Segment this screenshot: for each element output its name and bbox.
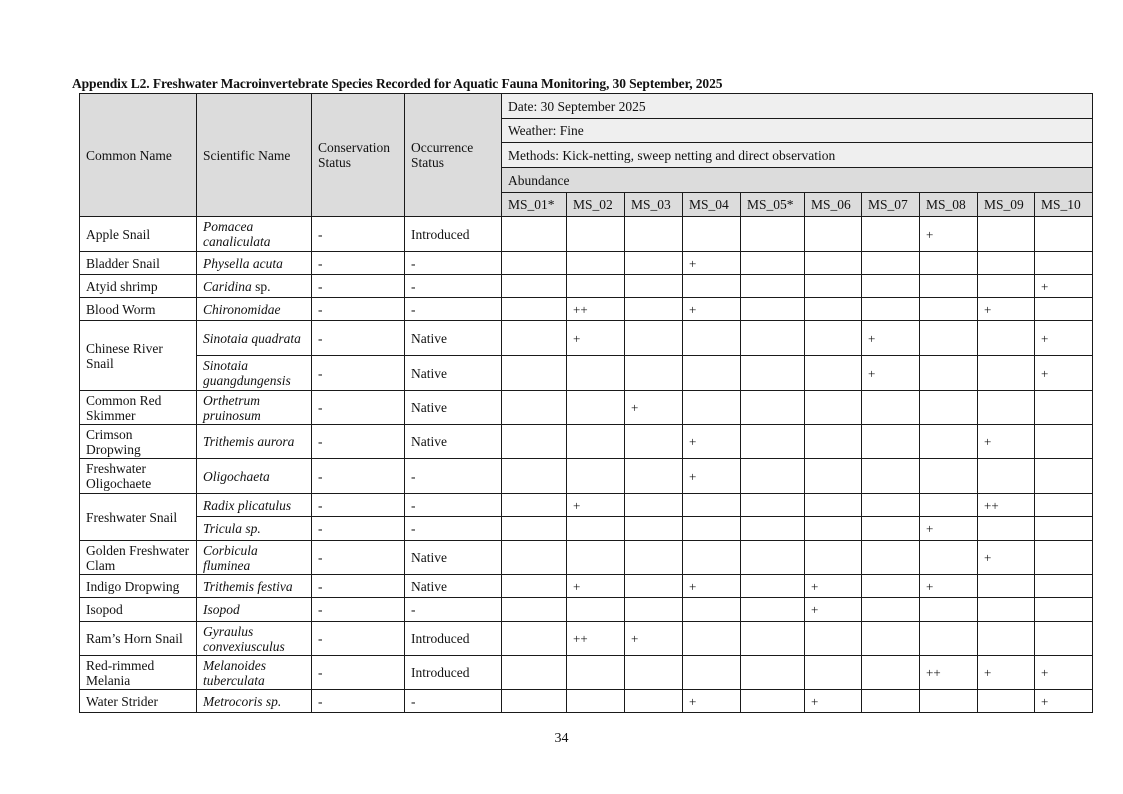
cell-conservation-status: - bbox=[312, 598, 405, 622]
cell-abundance bbox=[502, 356, 567, 391]
scientific-name-text: Pomacea canaliculata bbox=[203, 219, 271, 249]
cell-abundance bbox=[862, 298, 920, 321]
cell-conservation-status: - bbox=[312, 356, 405, 391]
cell-abundance bbox=[683, 656, 741, 690]
cell-abundance bbox=[1035, 541, 1093, 575]
table-row bbox=[80, 575, 1093, 598]
cell-abundance: ++ bbox=[920, 656, 978, 690]
cell-abundance: + bbox=[1035, 690, 1093, 713]
cell-abundance bbox=[625, 425, 683, 459]
cell-scientific-name bbox=[197, 541, 312, 575]
cell-abundance bbox=[741, 598, 805, 622]
cell-abundance bbox=[741, 541, 805, 575]
cell-abundance bbox=[683, 541, 741, 575]
cell-abundance bbox=[862, 541, 920, 575]
header-date: Date: 30 September 2025 bbox=[502, 94, 1093, 119]
table-row bbox=[80, 391, 1093, 425]
cell-occurrence-status: - bbox=[405, 298, 502, 321]
cell-scientific-name bbox=[197, 425, 312, 459]
scientific-name-text: Sinotaia guangdungensis bbox=[203, 358, 291, 388]
cell-abundance bbox=[683, 598, 741, 622]
table-row bbox=[80, 321, 1093, 356]
cell-occurrence-status: - bbox=[405, 252, 502, 275]
table-row bbox=[80, 517, 1093, 541]
cell-scientific-name bbox=[197, 494, 312, 517]
cell-abundance: + bbox=[625, 622, 683, 656]
cell-common-name: Freshwater Snail bbox=[80, 494, 197, 541]
cell-common-name: Golden Freshwater Clam bbox=[80, 541, 197, 575]
cell-abundance bbox=[625, 356, 683, 391]
scientific-name-text: Caridina bbox=[203, 278, 252, 294]
table-caption: Appendix L2. Freshwater Macroinvertebrate Species Recorded for Aquatic Fauna Monitoring, 30 September, 2025 bbox=[72, 76, 723, 91]
table-row bbox=[80, 494, 1093, 517]
table-row bbox=[80, 217, 1093, 252]
header-common-name: Common Name bbox=[80, 94, 197, 217]
cell-abundance bbox=[920, 356, 978, 391]
cell-abundance bbox=[741, 459, 805, 494]
cell-occurrence-status: Introduced bbox=[405, 217, 502, 252]
cell-occurrence-status: Native bbox=[405, 541, 502, 575]
cell-abundance bbox=[805, 321, 862, 356]
cell-abundance bbox=[502, 321, 567, 356]
cell-abundance bbox=[978, 575, 1035, 598]
cell-common-name: Red-rimmed Melania bbox=[80, 656, 197, 690]
cell-abundance bbox=[741, 690, 805, 713]
cell-conservation-status: - bbox=[312, 217, 405, 252]
cell-conservation-status: - bbox=[312, 275, 405, 298]
cell-abundance bbox=[625, 321, 683, 356]
cell-abundance bbox=[741, 321, 805, 356]
cell-occurrence-status: - bbox=[405, 275, 502, 298]
cell-abundance bbox=[567, 252, 625, 275]
cell-abundance bbox=[625, 217, 683, 252]
table-row bbox=[80, 656, 1093, 690]
cell-abundance: + bbox=[978, 541, 1035, 575]
cell-abundance bbox=[978, 321, 1035, 356]
cell-abundance bbox=[567, 598, 625, 622]
scientific-name-text: Corbicula fluminea bbox=[203, 542, 258, 573]
cell-scientific-name bbox=[197, 252, 312, 275]
cell-conservation-status: - bbox=[312, 541, 405, 575]
header-site: MS_02 bbox=[567, 193, 625, 217]
header-occurrence-status: Occurrence Status bbox=[405, 94, 502, 217]
scientific-name-suffix: sp. bbox=[251, 278, 271, 294]
cell-abundance: + bbox=[683, 459, 741, 494]
cell-abundance: + bbox=[920, 517, 978, 541]
cell-abundance bbox=[502, 622, 567, 656]
cell-abundance bbox=[920, 298, 978, 321]
cell-abundance bbox=[920, 598, 978, 622]
cell-abundance bbox=[502, 459, 567, 494]
cell-scientific-name bbox=[197, 622, 312, 656]
cell-abundance bbox=[805, 356, 862, 391]
header-methods: Methods: Kick-netting, sweep netting and direct observation bbox=[502, 143, 1093, 168]
cell-abundance bbox=[1035, 298, 1093, 321]
cell-abundance bbox=[1035, 459, 1093, 494]
cell-abundance bbox=[862, 425, 920, 459]
cell-abundance bbox=[978, 598, 1035, 622]
cell-abundance: + bbox=[805, 575, 862, 598]
cell-abundance bbox=[683, 321, 741, 356]
page-number: 34 bbox=[554, 731, 569, 746]
cell-abundance bbox=[920, 690, 978, 713]
cell-conservation-status: - bbox=[312, 494, 405, 517]
cell-scientific-name bbox=[197, 459, 312, 494]
cell-abundance bbox=[741, 252, 805, 275]
cell-abundance: + bbox=[567, 575, 625, 598]
cell-abundance bbox=[502, 541, 567, 575]
scientific-name-text: Metrocoris sp. bbox=[203, 693, 282, 709]
cell-common-name: Apple Snail bbox=[80, 217, 197, 252]
cell-abundance bbox=[625, 459, 683, 494]
cell-abundance: + bbox=[978, 298, 1035, 321]
cell-abundance: + bbox=[683, 298, 741, 321]
cell-abundance: + bbox=[683, 425, 741, 459]
scientific-name-text: Isopod bbox=[203, 602, 240, 617]
cell-abundance: + bbox=[1035, 656, 1093, 690]
cell-abundance bbox=[805, 217, 862, 252]
cell-abundance bbox=[920, 275, 978, 298]
cell-abundance bbox=[805, 275, 862, 298]
cell-conservation-status: - bbox=[312, 298, 405, 321]
cell-abundance bbox=[1035, 425, 1093, 459]
cell-abundance bbox=[862, 252, 920, 275]
table-row bbox=[80, 356, 1093, 391]
cell-abundance bbox=[625, 575, 683, 598]
cell-abundance bbox=[805, 298, 862, 321]
cell-scientific-name bbox=[197, 575, 312, 598]
cell-scientific-name bbox=[197, 391, 312, 425]
cell-abundance bbox=[502, 494, 567, 517]
cell-abundance bbox=[920, 622, 978, 656]
cell-abundance: + bbox=[920, 217, 978, 252]
cell-abundance bbox=[920, 494, 978, 517]
cell-abundance bbox=[978, 252, 1035, 275]
cell-scientific-name bbox=[197, 321, 312, 356]
cell-abundance bbox=[567, 356, 625, 391]
cell-abundance bbox=[1035, 217, 1093, 252]
cell-abundance bbox=[502, 598, 567, 622]
cell-abundance: + bbox=[567, 494, 625, 517]
cell-abundance: + bbox=[862, 321, 920, 356]
scientific-name-text: Trithemis aurora bbox=[203, 434, 295, 449]
table-body bbox=[80, 217, 1093, 713]
cell-abundance bbox=[805, 517, 862, 541]
scientific-name-text: Gyraulus convexiusculus bbox=[203, 623, 285, 654]
cell-common-name: Crimson Dropwing bbox=[80, 425, 197, 459]
cell-abundance bbox=[502, 298, 567, 321]
cell-abundance bbox=[978, 356, 1035, 391]
cell-abundance bbox=[741, 356, 805, 391]
table-row bbox=[80, 298, 1093, 321]
cell-abundance bbox=[741, 425, 805, 459]
cell-abundance bbox=[978, 690, 1035, 713]
header-site: MS_05* bbox=[741, 193, 805, 217]
scientific-name-text: Melanoides tuberculata bbox=[203, 657, 266, 688]
header-site: MS_01* bbox=[502, 193, 567, 217]
cell-abundance bbox=[625, 656, 683, 690]
cell-abundance bbox=[683, 391, 741, 425]
cell-conservation-status: - bbox=[312, 690, 405, 713]
cell-abundance bbox=[862, 459, 920, 494]
scientific-name-text: Physella acuta bbox=[203, 255, 283, 271]
header-site: MS_08 bbox=[920, 193, 978, 217]
cell-common-name: Ram’s Horn Snail bbox=[80, 622, 197, 656]
cell-abundance: + bbox=[1035, 275, 1093, 298]
cell-abundance bbox=[741, 217, 805, 252]
cell-abundance bbox=[862, 690, 920, 713]
cell-occurrence-status: - bbox=[405, 459, 502, 494]
cell-abundance bbox=[920, 321, 978, 356]
cell-abundance bbox=[502, 217, 567, 252]
cell-abundance bbox=[625, 541, 683, 575]
cell-common-name: Indigo Dropwing bbox=[80, 575, 197, 598]
cell-conservation-status: - bbox=[312, 622, 405, 656]
cell-abundance bbox=[920, 541, 978, 575]
cell-abundance: ++ bbox=[978, 494, 1035, 517]
cell-common-name: Atyid shrimp bbox=[80, 275, 197, 298]
cell-abundance bbox=[741, 517, 805, 541]
cell-abundance bbox=[502, 517, 567, 541]
cell-abundance: + bbox=[978, 425, 1035, 459]
cell-abundance bbox=[683, 217, 741, 252]
cell-abundance bbox=[502, 275, 567, 298]
cell-conservation-status: - bbox=[312, 425, 405, 459]
cell-abundance bbox=[625, 690, 683, 713]
cell-conservation-status: - bbox=[312, 321, 405, 356]
cell-abundance: + bbox=[1035, 321, 1093, 356]
cell-occurrence-status: - bbox=[405, 598, 502, 622]
header-weather: Weather: Fine bbox=[502, 119, 1093, 143]
cell-scientific-name bbox=[197, 298, 312, 321]
cell-common-name: Chinese River Snail bbox=[80, 321, 197, 391]
table-row bbox=[80, 459, 1093, 494]
table-row bbox=[80, 252, 1093, 275]
cell-abundance bbox=[625, 494, 683, 517]
header-site: MS_07 bbox=[862, 193, 920, 217]
cell-abundance bbox=[862, 656, 920, 690]
cell-conservation-status: - bbox=[312, 391, 405, 425]
cell-abundance bbox=[805, 656, 862, 690]
cell-conservation-status: - bbox=[312, 252, 405, 275]
cell-occurrence-status: - bbox=[405, 517, 502, 541]
cell-occurrence-status: - bbox=[405, 690, 502, 713]
cell-abundance bbox=[920, 459, 978, 494]
cell-abundance bbox=[567, 391, 625, 425]
cell-abundance bbox=[978, 275, 1035, 298]
cell-abundance bbox=[683, 494, 741, 517]
cell-abundance bbox=[625, 298, 683, 321]
cell-abundance bbox=[567, 275, 625, 298]
table-row bbox=[80, 622, 1093, 656]
cell-conservation-status: - bbox=[312, 459, 405, 494]
cell-abundance: ++ bbox=[567, 622, 625, 656]
cell-occurrence-status: - bbox=[405, 494, 502, 517]
cell-abundance bbox=[625, 252, 683, 275]
cell-abundance: + bbox=[920, 575, 978, 598]
cell-abundance bbox=[978, 459, 1035, 494]
cell-common-name: Isopod bbox=[80, 598, 197, 622]
cell-common-name: Water Strider bbox=[80, 690, 197, 713]
cell-abundance bbox=[683, 622, 741, 656]
header-site: MS_04 bbox=[683, 193, 741, 217]
cell-abundance bbox=[862, 391, 920, 425]
cell-abundance: + bbox=[683, 690, 741, 713]
cell-abundance bbox=[805, 541, 862, 575]
cell-abundance bbox=[862, 622, 920, 656]
cell-abundance bbox=[625, 517, 683, 541]
cell-abundance bbox=[567, 217, 625, 252]
cell-abundance bbox=[625, 275, 683, 298]
cell-abundance bbox=[862, 275, 920, 298]
cell-abundance bbox=[741, 298, 805, 321]
cell-abundance bbox=[502, 656, 567, 690]
cell-abundance bbox=[741, 494, 805, 517]
scientific-name-text: Orthetrum pruinosum bbox=[203, 392, 261, 423]
cell-abundance bbox=[978, 622, 1035, 656]
header-site: MS_03 bbox=[625, 193, 683, 217]
header-scientific-name: Scientific Name bbox=[197, 94, 312, 217]
cell-occurrence-status: Native bbox=[405, 425, 502, 459]
cell-abundance bbox=[567, 517, 625, 541]
cell-occurrence-status: Introduced bbox=[405, 622, 502, 656]
cell-abundance: + bbox=[978, 656, 1035, 690]
cell-abundance bbox=[978, 517, 1035, 541]
cell-abundance bbox=[862, 517, 920, 541]
scientific-name-text: Sinotaia quadrata bbox=[203, 330, 301, 346]
cell-common-name: Bladder Snail bbox=[80, 252, 197, 275]
cell-abundance bbox=[920, 425, 978, 459]
cell-abundance bbox=[502, 252, 567, 275]
cell-abundance bbox=[741, 575, 805, 598]
cell-abundance bbox=[1035, 598, 1093, 622]
cell-abundance: + bbox=[567, 321, 625, 356]
table-row bbox=[80, 275, 1093, 298]
scientific-name-text: Tricula sp. bbox=[203, 521, 261, 536]
cell-abundance bbox=[625, 598, 683, 622]
cell-abundance bbox=[1035, 575, 1093, 598]
cell-abundance bbox=[1035, 252, 1093, 275]
scientific-name-text: Trithemis festiva bbox=[203, 578, 293, 594]
cell-abundance bbox=[862, 598, 920, 622]
cell-abundance bbox=[567, 425, 625, 459]
cell-abundance: + bbox=[862, 356, 920, 391]
header-site: MS_09 bbox=[978, 193, 1035, 217]
species-table bbox=[79, 93, 1093, 713]
cell-abundance bbox=[683, 356, 741, 391]
cell-scientific-name bbox=[197, 517, 312, 541]
cell-abundance bbox=[567, 541, 625, 575]
cell-abundance bbox=[741, 391, 805, 425]
cell-scientific-name bbox=[197, 356, 312, 391]
cell-abundance bbox=[567, 690, 625, 713]
scientific-name-text: Radix plicatulus bbox=[203, 497, 292, 513]
cell-abundance bbox=[805, 622, 862, 656]
cell-abundance bbox=[862, 217, 920, 252]
cell-abundance bbox=[805, 391, 862, 425]
cell-abundance bbox=[920, 252, 978, 275]
cell-scientific-name bbox=[197, 690, 312, 713]
cell-abundance bbox=[502, 575, 567, 598]
cell-abundance: + bbox=[805, 598, 862, 622]
cell-scientific-name bbox=[197, 275, 312, 298]
table-row bbox=[80, 425, 1093, 459]
cell-abundance bbox=[805, 425, 862, 459]
cell-conservation-status: - bbox=[312, 656, 405, 690]
cell-occurrence-status: Native bbox=[405, 575, 502, 598]
cell-abundance bbox=[1035, 517, 1093, 541]
header-site: MS_10 bbox=[1035, 193, 1093, 217]
cell-abundance: ++ bbox=[567, 298, 625, 321]
cell-abundance bbox=[862, 494, 920, 517]
cell-scientific-name bbox=[197, 598, 312, 622]
cell-occurrence-status: Native bbox=[405, 356, 502, 391]
cell-common-name: Blood Worm bbox=[80, 298, 197, 321]
cell-conservation-status: - bbox=[312, 575, 405, 598]
cell-occurrence-status: Native bbox=[405, 321, 502, 356]
cell-abundance bbox=[741, 656, 805, 690]
cell-abundance bbox=[567, 656, 625, 690]
cell-abundance bbox=[1035, 494, 1093, 517]
cell-abundance bbox=[502, 391, 567, 425]
cell-abundance: + bbox=[1035, 356, 1093, 391]
cell-abundance: + bbox=[683, 252, 741, 275]
cell-abundance bbox=[978, 391, 1035, 425]
header-site: MS_06 bbox=[805, 193, 862, 217]
cell-abundance bbox=[741, 622, 805, 656]
cell-occurrence-status: Introduced bbox=[405, 656, 502, 690]
scientific-name-text: Chironomidae bbox=[203, 301, 281, 317]
cell-abundance bbox=[920, 391, 978, 425]
header-abundance: Abundance bbox=[502, 168, 1093, 193]
cell-abundance bbox=[683, 275, 741, 298]
cell-abundance bbox=[1035, 622, 1093, 656]
cell-abundance bbox=[502, 425, 567, 459]
cell-abundance: + bbox=[625, 391, 683, 425]
cell-abundance: + bbox=[683, 575, 741, 598]
cell-common-name: Freshwater Oligochaete bbox=[80, 459, 197, 494]
cell-abundance bbox=[567, 459, 625, 494]
cell-abundance bbox=[683, 517, 741, 541]
table-row bbox=[80, 598, 1093, 622]
cell-abundance bbox=[862, 575, 920, 598]
cell-conservation-status: - bbox=[312, 517, 405, 541]
cell-abundance bbox=[805, 459, 862, 494]
scientific-name-text: Oligochaeta bbox=[203, 468, 270, 484]
table-row bbox=[80, 541, 1093, 575]
cell-abundance bbox=[502, 690, 567, 713]
table-header bbox=[80, 94, 1093, 217]
cell-abundance bbox=[741, 275, 805, 298]
cell-scientific-name bbox=[197, 217, 312, 252]
cell-occurrence-status: Native bbox=[405, 391, 502, 425]
cell-abundance bbox=[805, 252, 862, 275]
cell-abundance: + bbox=[805, 690, 862, 713]
cell-common-name: Common Red Skimmer bbox=[80, 391, 197, 425]
cell-abundance bbox=[1035, 391, 1093, 425]
table-row bbox=[80, 690, 1093, 713]
cell-abundance bbox=[978, 217, 1035, 252]
header-conservation-status: Conservation Status bbox=[312, 94, 405, 217]
cell-scientific-name bbox=[197, 656, 312, 690]
cell-abundance bbox=[805, 494, 862, 517]
